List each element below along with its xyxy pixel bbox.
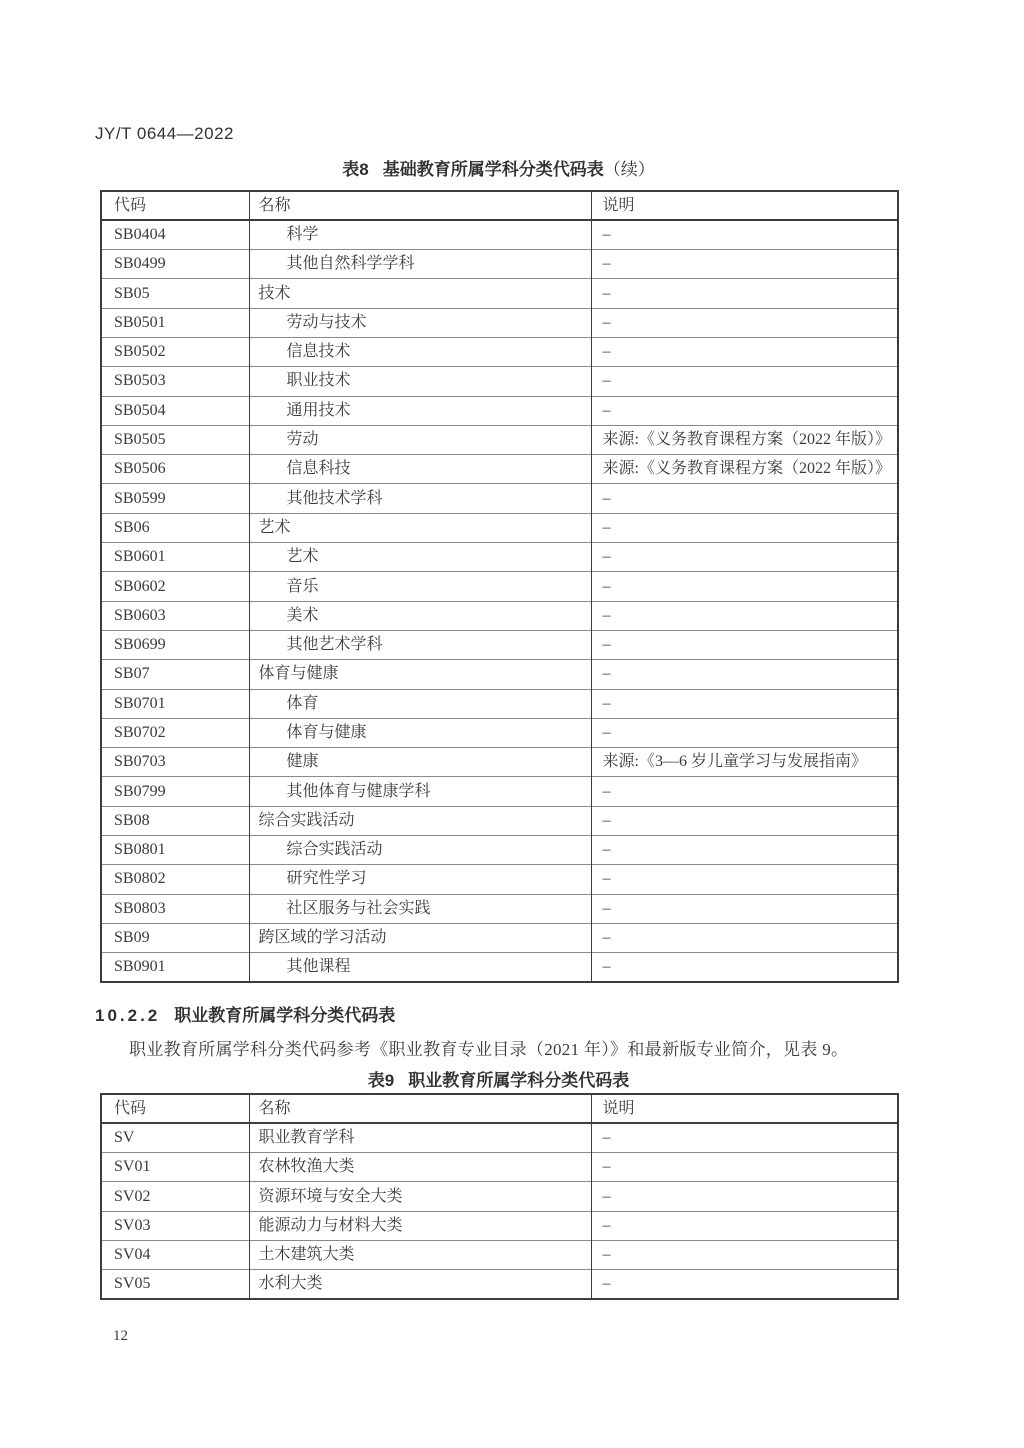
code-cell: SB0601 xyxy=(101,543,249,572)
name-cell: 其他艺术学科 xyxy=(249,630,591,659)
table-row xyxy=(101,748,898,777)
section-title: 职业教育所属学科分类代码表 xyxy=(174,1006,396,1025)
code-cell: SB0599 xyxy=(101,484,249,513)
code-cell: SB0506 xyxy=(101,455,249,484)
name-cell: 艺术 xyxy=(249,543,591,572)
code-cell: SB0799 xyxy=(101,777,249,806)
note-cell: – xyxy=(591,484,898,513)
table-row xyxy=(101,337,898,366)
note-cell: – xyxy=(591,806,898,835)
code-cell: SB0602 xyxy=(101,572,249,601)
table9-caption-label: 表9 xyxy=(367,1071,395,1090)
code-cell: SB09 xyxy=(101,923,249,952)
note-cell: – xyxy=(591,894,898,923)
code-cell: SV05 xyxy=(101,1270,249,1299)
note-cell: – xyxy=(591,513,898,542)
note-cell: – xyxy=(591,337,898,366)
name-cell: 职业教育学科 xyxy=(249,1123,591,1152)
table9-header-note: 说明 xyxy=(591,1094,898,1123)
code-cell: SB0801 xyxy=(101,836,249,865)
section-number: 10.2.2 xyxy=(95,1006,161,1025)
note-cell: – xyxy=(591,367,898,396)
note-cell: – xyxy=(591,601,898,630)
note-cell: – xyxy=(591,396,898,425)
name-cell: 科学 xyxy=(249,220,591,249)
code-cell: SB07 xyxy=(101,660,249,689)
name-cell: 综合实践活动 xyxy=(249,806,591,835)
table-row xyxy=(101,601,898,630)
note-cell: – xyxy=(591,718,898,747)
name-cell: 技术 xyxy=(249,279,591,308)
note-cell: – xyxy=(591,1182,898,1211)
name-cell: 研究性学习 xyxy=(249,865,591,894)
note-cell: – xyxy=(591,865,898,894)
name-cell: 其他技术学科 xyxy=(249,484,591,513)
name-cell: 健康 xyxy=(249,748,591,777)
name-cell: 职业技术 xyxy=(249,367,591,396)
name-cell: 劳动 xyxy=(249,425,591,454)
code-cell: SB0699 xyxy=(101,630,249,659)
note-cell: – xyxy=(591,660,898,689)
note-cell: – xyxy=(591,630,898,659)
note-cell: – xyxy=(591,777,898,806)
table-row xyxy=(101,1211,898,1240)
name-cell: 艺术 xyxy=(249,513,591,542)
table8-header-name: 名称 xyxy=(249,191,591,220)
code-cell: SV03 xyxy=(101,1211,249,1240)
code-cell: SV02 xyxy=(101,1182,249,1211)
code-cell: SB0701 xyxy=(101,689,249,718)
table-row xyxy=(101,630,898,659)
name-cell: 其他自然科学学科 xyxy=(249,250,591,279)
table9-header-code: 代码 xyxy=(101,1094,249,1123)
table9-header-row xyxy=(101,1094,898,1123)
name-cell: 水利大类 xyxy=(249,1270,591,1299)
name-cell: 社区服务与社会实践 xyxy=(249,894,591,923)
code-cell: SB0502 xyxy=(101,337,249,366)
code-cell: SB0802 xyxy=(101,865,249,894)
table-row xyxy=(101,718,898,747)
note-cell: – xyxy=(591,1270,898,1299)
table8-header-note: 说明 xyxy=(591,191,898,220)
table-row xyxy=(101,279,898,308)
name-cell: 其他课程 xyxy=(249,953,591,982)
table9-caption xyxy=(100,1066,897,1091)
note-cell: – xyxy=(591,1153,898,1182)
table-row xyxy=(101,484,898,513)
note-cell: – xyxy=(591,543,898,572)
table-row xyxy=(101,425,898,454)
code-cell: SB0603 xyxy=(101,601,249,630)
note-cell: – xyxy=(591,250,898,279)
table-row xyxy=(101,836,898,865)
code-cell: SB0503 xyxy=(101,367,249,396)
table8-basic-education-codes xyxy=(100,190,899,983)
table-row xyxy=(101,396,898,425)
table-row xyxy=(101,455,898,484)
code-cell: SB0404 xyxy=(101,220,249,249)
table-row xyxy=(101,572,898,601)
note-cell: – xyxy=(591,923,898,952)
name-cell: 其他体育与健康学科 xyxy=(249,777,591,806)
name-cell: 土木建筑大类 xyxy=(249,1240,591,1269)
table-row xyxy=(101,367,898,396)
code-cell: SV04 xyxy=(101,1240,249,1269)
code-cell: SB0501 xyxy=(101,308,249,337)
table-row xyxy=(101,865,898,894)
note-cell: – xyxy=(591,689,898,718)
code-cell: SB0703 xyxy=(101,748,249,777)
note-cell: – xyxy=(591,1123,898,1152)
note-cell: – xyxy=(591,220,898,249)
note-cell: – xyxy=(591,308,898,337)
name-cell: 体育 xyxy=(249,689,591,718)
table-row xyxy=(101,513,898,542)
table8-header-row xyxy=(101,191,898,220)
section-heading-10-2-2 xyxy=(95,1001,395,1026)
note-cell: – xyxy=(591,836,898,865)
code-cell: SB0504 xyxy=(101,396,249,425)
table-row xyxy=(101,953,898,982)
name-cell: 美术 xyxy=(249,601,591,630)
table-row xyxy=(101,543,898,572)
code-cell: SB0505 xyxy=(101,425,249,454)
table-row xyxy=(101,806,898,835)
table-row xyxy=(101,923,898,952)
code-cell: SB0702 xyxy=(101,718,249,747)
table-row xyxy=(101,308,898,337)
table9-header-name: 名称 xyxy=(249,1094,591,1123)
name-cell: 通用技术 xyxy=(249,396,591,425)
table-row xyxy=(101,1153,898,1182)
table8-header-code: 代码 xyxy=(101,191,249,220)
standard-number-header: JY/T 0644—2022 xyxy=(95,124,234,143)
table8-caption xyxy=(100,155,897,180)
code-cell: SB06 xyxy=(101,513,249,542)
name-cell: 跨区域的学习活动 xyxy=(249,923,591,952)
table-row xyxy=(101,660,898,689)
table8-caption-title: 基础教育所属学科分类代码表 xyxy=(382,160,604,179)
name-cell: 综合实践活动 xyxy=(249,836,591,865)
code-cell: SB0499 xyxy=(101,250,249,279)
note-cell: – xyxy=(591,279,898,308)
code-cell: SB08 xyxy=(101,806,249,835)
table-row xyxy=(101,1123,898,1152)
code-cell: SB0901 xyxy=(101,953,249,982)
code-cell: SB0803 xyxy=(101,894,249,923)
note-cell: – xyxy=(591,1240,898,1269)
name-cell: 体育与健康 xyxy=(249,718,591,747)
name-cell: 音乐 xyxy=(249,572,591,601)
table-row xyxy=(101,689,898,718)
note-cell: – xyxy=(591,572,898,601)
table-row xyxy=(101,1270,898,1299)
code-cell: SV xyxy=(101,1123,249,1152)
code-cell: SB05 xyxy=(101,279,249,308)
table-row xyxy=(101,894,898,923)
table9-caption-title: 职业教育所属学科分类代码表 xyxy=(408,1071,630,1090)
name-cell: 信息技术 xyxy=(249,337,591,366)
name-cell: 能源动力与材料大类 xyxy=(249,1211,591,1240)
note-cell: – xyxy=(591,1211,898,1240)
table-row xyxy=(101,1240,898,1269)
note-cell: – xyxy=(591,953,898,982)
table-row xyxy=(101,250,898,279)
name-cell: 劳动与技术 xyxy=(249,308,591,337)
table9-vocational-education-codes xyxy=(100,1093,899,1300)
table8-caption-suffix: （续） xyxy=(603,160,655,179)
table-row xyxy=(101,220,898,249)
name-cell: 农林牧渔大类 xyxy=(249,1153,591,1182)
note-cell: 来源:《义务教育课程方案（2022 年版）》 xyxy=(591,455,898,484)
note-cell: 来源:《3—6 岁儿童学习与发展指南》 xyxy=(591,748,898,777)
name-cell: 信息科技 xyxy=(249,455,591,484)
note-cell: 来源:《义务教育课程方案（2022 年版）》 xyxy=(591,425,898,454)
name-cell: 资源环境与安全大类 xyxy=(249,1182,591,1211)
code-cell: SV01 xyxy=(101,1153,249,1182)
table8-caption-label: 表8 xyxy=(342,160,369,179)
page-number: 12 xyxy=(113,1328,128,1344)
name-cell: 体育与健康 xyxy=(249,660,591,689)
table-row xyxy=(101,1182,898,1211)
section-paragraph: 职业教育所属学科分类代码参考《职业教育专业目录（2021 年）》和最新版专业简介，见表 9。 xyxy=(129,1040,849,1059)
table-row xyxy=(101,777,898,806)
